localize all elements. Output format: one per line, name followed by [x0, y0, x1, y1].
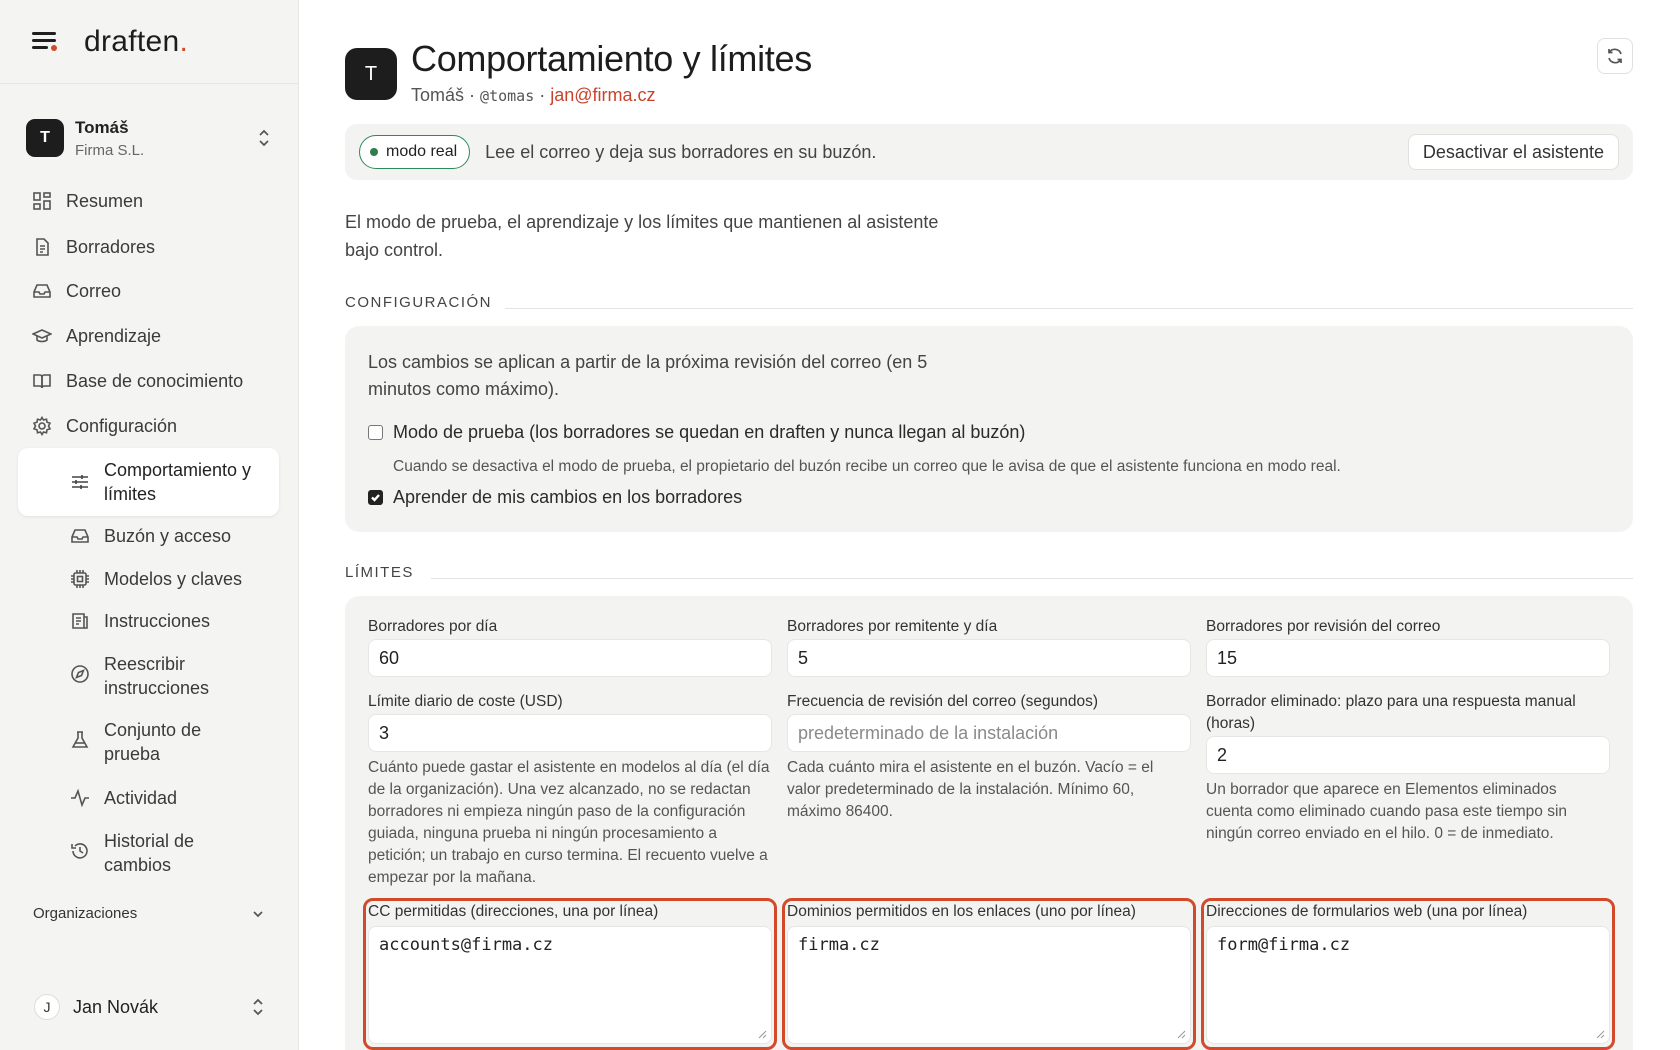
- sidebar-subitem-conjunto[interactable]: [70, 718, 240, 766]
- page-intro: El modo de prueba, el aprendizaje y los límites que mantienen al asistente bajo control.: [345, 212, 939, 260]
- section-divider: [431, 578, 1633, 579]
- drafts-per-sender-input[interactable]: 5: [787, 639, 1191, 677]
- document-icon: [32, 237, 52, 257]
- resize-handle-icon[interactable]: [758, 1030, 767, 1039]
- check-frequency-label: Frecuencia de revisión del correo (segundos): [787, 693, 1099, 710]
- sidebar-item-borradores[interactable]: [32, 232, 155, 262]
- sidebar-item-label: Aprendizaje: [66, 325, 162, 346]
- mode-description: Lee el correo y deja sus borradores en su buzón.: [485, 141, 877, 162]
- status-badge: [359, 135, 470, 169]
- sidebar-item-label: Comportamiento y límites: [104, 460, 252, 504]
- account-avatar: T: [26, 119, 64, 157]
- chevron-updown-icon: [256, 127, 272, 149]
- activity-icon: [70, 788, 90, 808]
- daily-cost-hint: Cuánto puede gastar el asistente en modelos al día (el día de la organización). Una vez alcanzado, no se redactan borradores ni empieza ningún paso de la configuración guiada, ninguna prueba ni ningún procesamiento a petición; un trabajo en curso termina. El recuento vuelve a empezar por la mañana.: [368, 759, 770, 886]
- web-forms-textarea[interactable]: [1206, 926, 1610, 1044]
- sidebar-item-aprendizaje[interactable]: [32, 321, 161, 351]
- deactivate-assistant-button[interactable]: Desactivar el asistente: [1408, 134, 1619, 170]
- sidebar: [0, 0, 299, 1050]
- sidebar-item-label: Buzón y acceso: [104, 526, 232, 546]
- sidebar-subitem-historial[interactable]: [70, 829, 240, 877]
- status-badge-label: modo real: [386, 143, 458, 160]
- owner-name: Tomáš: [411, 85, 465, 105]
- section-label-configuracion: CONFIGURACIÓN: [345, 294, 492, 311]
- sliders-icon: [70, 472, 90, 492]
- config-note: Los cambios se aplican a partir de la próxima revisión del correo (en 5 minutos como máximo).: [368, 352, 928, 399]
- mode-status-bar: [345, 124, 1633, 180]
- chip-icon: [70, 569, 90, 589]
- dashboard-icon: [32, 191, 52, 211]
- deleted-draft-hint: Un borrador que aparece en Elementos eliminados cuenta como eliminado cuando pasa este tiempo sin ningún correo enviado en el hilo. 0 = de inmediato.: [1206, 781, 1568, 842]
- page-subtitle: [411, 85, 656, 106]
- sidebar-subitem-modelos[interactable]: [70, 567, 242, 591]
- owner-handle: @tomas: [480, 87, 535, 105]
- organizations-label: Organizaciones: [33, 905, 138, 922]
- learn-label: Aprender de mis cambios en los borradores: [393, 487, 743, 507]
- sidebar-item-label: Actividad: [104, 788, 178, 808]
- inbox-icon: [32, 281, 52, 301]
- web-forms-value: form@firma.cz: [1217, 935, 1351, 955]
- refresh-icon: [1606, 47, 1624, 65]
- sidebar-item-label: Base de conocimiento: [66, 370, 244, 391]
- test-mode-checkbox[interactable]: [368, 425, 383, 440]
- learn-toggle[interactable]: [368, 487, 742, 508]
- sidebar-item-label: Historial de cambios: [104, 831, 195, 875]
- daily-cost-label: Límite diario de coste (USD): [368, 693, 563, 710]
- resize-handle-icon[interactable]: [1596, 1030, 1605, 1039]
- sidebar-subitem-instrucciones[interactable]: [70, 609, 210, 633]
- graduation-cap-icon: [32, 326, 52, 346]
- deleted-draft-input[interactable]: 2: [1206, 736, 1610, 774]
- sidebar-item-label: Correo: [66, 280, 122, 301]
- check-icon: [370, 492, 381, 503]
- sidebar-subitem-reescribir[interactable]: [70, 652, 260, 700]
- main-content: [345, 0, 1633, 1050]
- drafts-per-check-label: Borradores por revisión del correo: [1206, 618, 1441, 635]
- gear-icon: [32, 416, 52, 436]
- test-mode-hint: Cuando se desactiva el modo de prueba, el propietario del buzón recibe un correo que le avisa de que el asistente funciona en modo real.: [393, 458, 1341, 475]
- section-divider: [505, 308, 1633, 309]
- resize-handle-icon[interactable]: [1177, 1030, 1186, 1039]
- allowed-domains-label: Dominios permitidos en los enlaces (uno por línea): [787, 903, 1136, 920]
- sidebar-subitem-buzon[interactable]: [70, 524, 231, 548]
- check-frequency-hint: Cada cuánto mira el asistente en el buzón. Vacío = el valor predeterminado de la instalación. Mínimo 60, máximo 86400.: [787, 759, 1154, 820]
- sidebar-item-label: Borradores: [66, 236, 156, 257]
- section-label-limites: LÍMITES: [345, 564, 414, 581]
- sidebar-item-label: Configuración: [66, 415, 178, 436]
- chevron-updown-icon: [250, 996, 266, 1018]
- sidebar-item-label: Reescribir instrucciones: [104, 654, 210, 698]
- allowed-domains-textarea[interactable]: [787, 926, 1191, 1044]
- sidebar-subitem-comportamiento[interactable]: [18, 448, 279, 516]
- account-company: Firma S.L.: [75, 141, 145, 159]
- drafts-per-check-input[interactable]: 15: [1206, 639, 1610, 677]
- book-icon: [32, 371, 52, 391]
- daily-cost-input[interactable]: 3: [368, 714, 772, 752]
- drafts-per-day-label: Borradores por día: [368, 618, 498, 635]
- user-switcher[interactable]: [34, 994, 266, 1020]
- allowed-cc-label: CC permitidas (direcciones, una por línea): [368, 903, 659, 920]
- sidebar-item-correo[interactable]: [32, 276, 121, 306]
- allowed-cc-textarea[interactable]: [368, 926, 772, 1044]
- allowed-domains-value: firma.cz: [798, 935, 880, 955]
- sidebar-item-configuracion[interactable]: [32, 411, 177, 441]
- account-name: Tomáš: [75, 117, 129, 137]
- limits-panel: [345, 596, 1633, 1050]
- brand-header: [0, 0, 298, 84]
- test-mode-label: Modo de prueba (los borradores se quedan en draften y nunca llegan al buzón): [393, 422, 1026, 442]
- separator: ·: [469, 85, 476, 105]
- learn-checkbox[interactable]: [368, 490, 383, 505]
- menu-icon[interactable]: [32, 32, 60, 52]
- sidebar-item-label: Resumen: [66, 190, 144, 211]
- sidebar-item-label: Instrucciones: [104, 611, 211, 631]
- history-icon: [70, 841, 90, 861]
- flask-icon: [70, 730, 90, 750]
- web-forms-label: Direcciones de formularios web (una por línea): [1206, 903, 1528, 920]
- inbox-icon: [70, 526, 90, 546]
- deleted-draft-label: Borrador eliminado: plazo para una respuesta manual (horas): [1206, 693, 1576, 732]
- page-title: Comportamiento y límites: [411, 38, 812, 79]
- config-panel: [345, 326, 1633, 532]
- separator: ·: [539, 85, 546, 105]
- sidebar-item-resumen[interactable]: [32, 186, 143, 216]
- test-mode-toggle[interactable]: [368, 422, 1025, 443]
- chevron-down-icon: [251, 907, 265, 921]
- refresh-button[interactable]: [1597, 38, 1633, 74]
- app-logo[interactable]: draften.: [84, 24, 189, 58]
- compass-icon: [70, 664, 90, 684]
- user-avatar: J: [34, 994, 60, 1020]
- instructions-icon: [70, 611, 90, 631]
- sidebar-item-base-conocimiento[interactable]: [32, 366, 243, 396]
- owner-email-link[interactable]: jan@firma.cz: [550, 85, 656, 105]
- allowed-cc-value: accounts@firma.cz: [379, 935, 553, 955]
- sidebar-item-label: Conjunto de prueba: [104, 720, 202, 764]
- user-name: Jan Novák: [73, 996, 159, 1017]
- sidebar-subitem-actividad[interactable]: [70, 786, 177, 810]
- account-switcher[interactable]: [26, 114, 272, 162]
- check-frequency-input[interactable]: predeterminado de la instalación: [787, 714, 1191, 752]
- drafts-per-day-input[interactable]: 60: [368, 639, 772, 677]
- live-dot-icon: [370, 148, 378, 156]
- organizations-toggle[interactable]: [33, 905, 265, 922]
- page-avatar: T: [345, 48, 397, 100]
- sidebar-item-label: Modelos y claves: [104, 569, 243, 589]
- drafts-per-sender-label: Borradores por remitente y día: [787, 618, 998, 635]
